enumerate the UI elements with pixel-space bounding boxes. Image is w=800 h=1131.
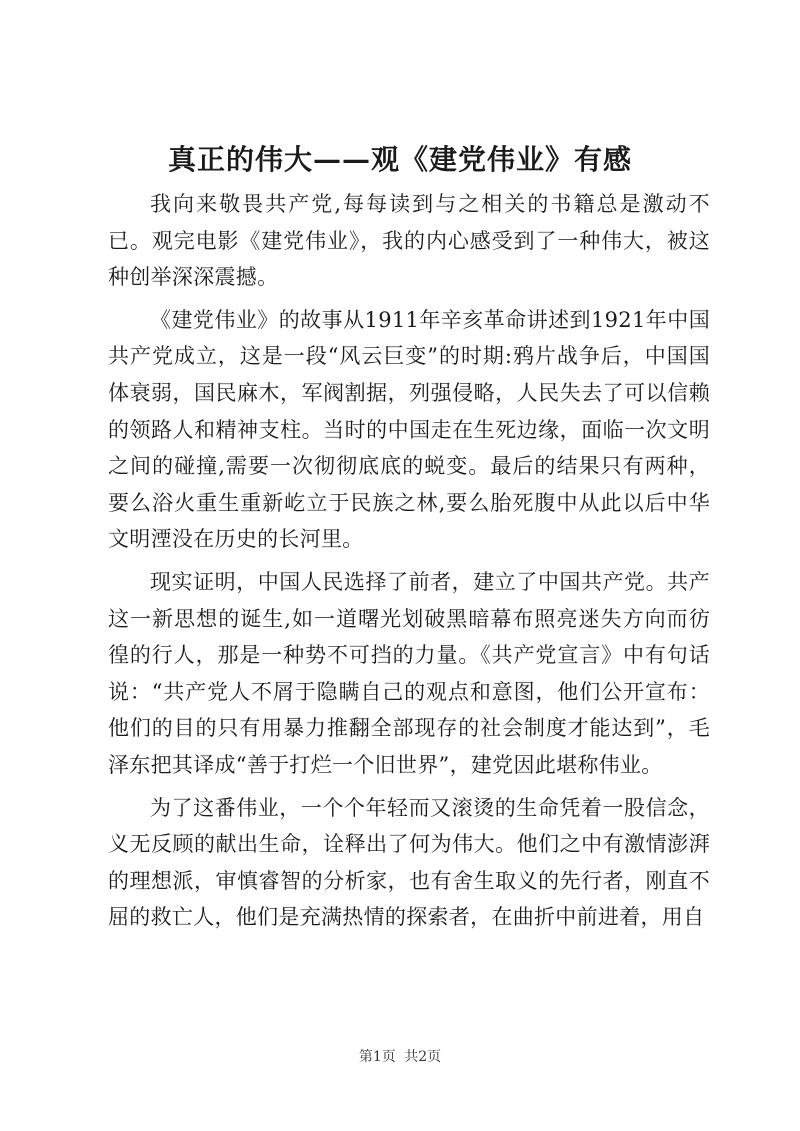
paragraph: 为了这番伟业，一个个年轻而又滚烫的生命凭着一股信念，义无反顾的献出生命，诠释出了何为伟大。他们之中有激情澎湃的理想派，审慎睿智的分析家，也有舍生取义的先行者，刚直不屈的救亡人，他们是充满热情的探索者，在曲折中前进着，用自 — [108, 795, 710, 930]
paragraph: 《建党伟业》的故事从1911年辛亥革命讲述到1921年中国共产党成立，这是一段“风云巨变”的时期:鸦片战争后，中国国体衰弱，国民麻木，军阀割据，列强侵略，人民失去了可以信赖的领路人和精神支柱。当时的中国走在生死边缘，面临一次文明之间的碰撞,需要一次彻彻底底的蜕变。最后的结果只有两种，要么浴火重生重新屹立于民族之林,要么胎死腹中从此以后中华文明湮没在历史的长河里。 — [108, 307, 710, 552]
paragraph: 现实证明，中国人民选择了前者，建立了中国共产党。共产这一新思想的诞生,如一道曙光划破黑暗幕布照亮迷失方向而彷徨的行人，那是一种势不可挡的力量。《共产党宣言》中有句话说：“共产党人不屑于隐瞒自己的观点和意图，他们公开宣布：他们的目的只有用暴力推翻全部现存的社会制度才能达到”，毛泽东把其译成“善于打烂一个旧世界”，建党因此堪称伟业。 — [108, 569, 710, 777]
paragraph: 我向来敬畏共产党,每每读到与之相关的书籍总是激动不已。观完电影《建党伟业》，我的内心感受到了一种伟大，被这种创举深深震撼。 — [108, 192, 710, 290]
page-number: 第1页 — [358, 1049, 396, 1065]
page-total: 共2页 — [404, 1049, 442, 1065]
document-body — [108, 186, 710, 942]
document-title: 真正的伟大——观《建党伟业》有感 — [167, 143, 632, 176]
page-footer — [0, 1047, 800, 1067]
